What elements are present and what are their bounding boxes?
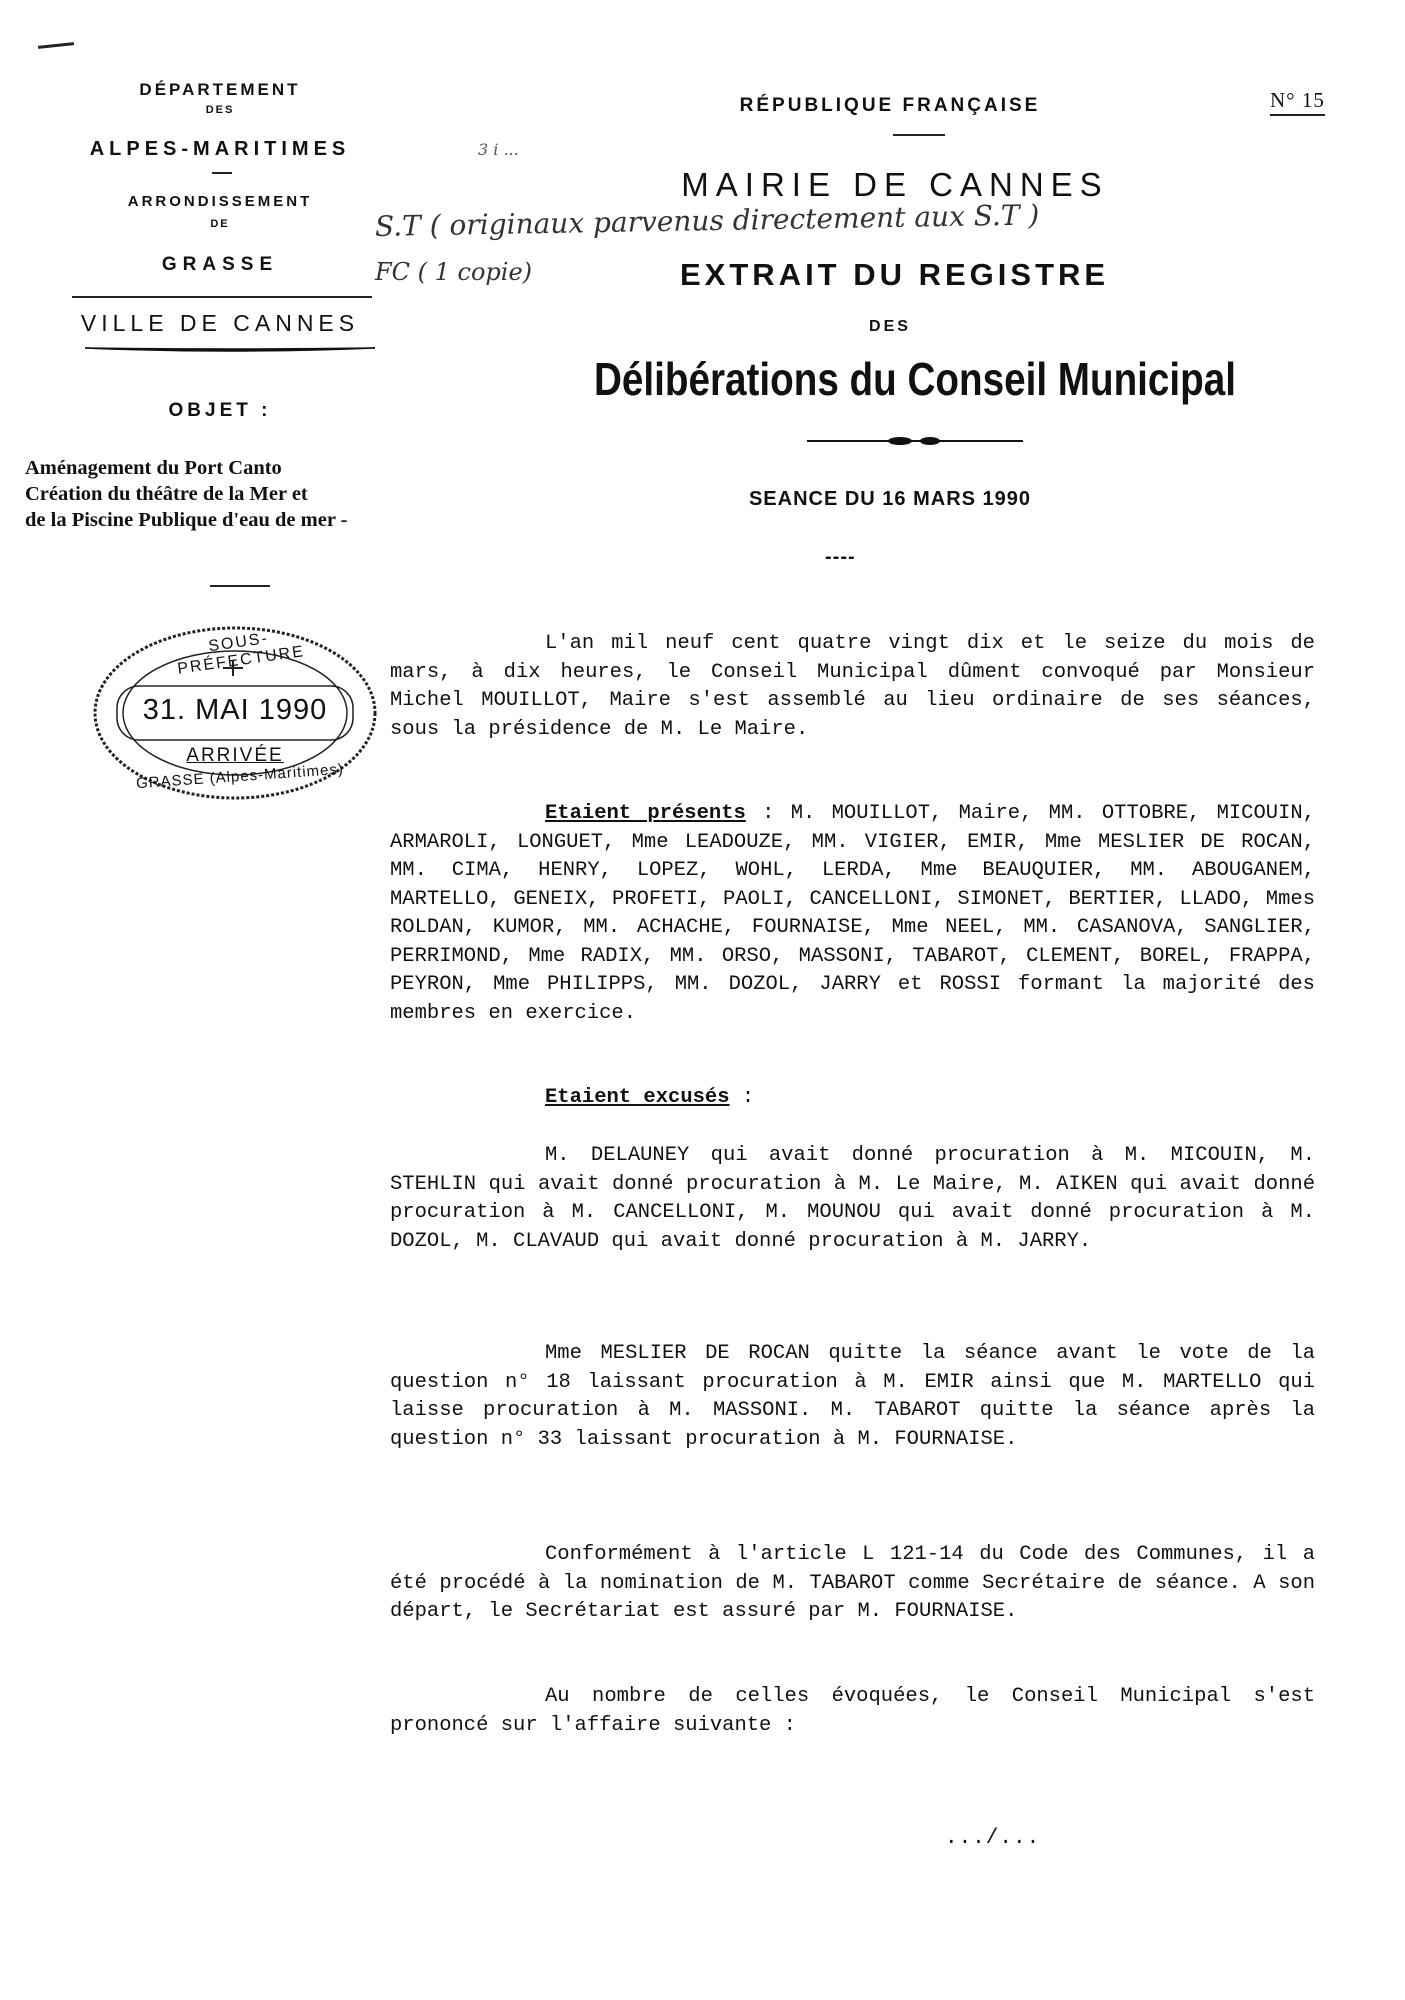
corner-mark: [38, 42, 74, 49]
divider: [210, 585, 270, 587]
divider: [212, 172, 232, 174]
stamp-bottom-text: GRASSE (Alpes-Maritimes): [135, 760, 345, 793]
closing-paragraph: [390, 1683, 1315, 1740]
intro-paragraph: [390, 630, 1315, 744]
deliberations-title: Délibérations du Conseil Municipal: [594, 353, 1236, 405]
objet-label: OBJET :: [168, 400, 272, 421]
handwritten-scribble: 3 i ...: [478, 140, 519, 159]
handwritten-note: S.T ( originaux parvenus directement aux S.T ): [374, 198, 1040, 243]
continuation-mark: .../...: [945, 1827, 1041, 1850]
extrait-title: EXTRAIT DU REGISTRE: [680, 257, 1110, 292]
excuses-label: Etaient excusés: [545, 1086, 730, 1109]
objet-text: [25, 455, 485, 533]
ornament-flourish: [80, 340, 380, 358]
de-label: DE: [210, 218, 230, 230]
handwritten-note: FC ( 1 copie): [375, 258, 533, 286]
secretary-paragraph: [390, 1541, 1315, 1627]
presents-label: Etaient présents: [545, 802, 746, 825]
presents-paragraph: [390, 800, 1315, 1028]
des-label: DES: [205, 104, 235, 116]
des-label: DES: [869, 318, 911, 335]
ornament-flourish: [805, 434, 1025, 448]
region-label: ALPES-MARITIMES: [89, 138, 351, 160]
departures-paragraph: [390, 1340, 1315, 1454]
excuses-colon: :: [729, 1086, 755, 1109]
stamp-top-text: SOUS-PRÉFECTURE: [176, 629, 306, 678]
excuses-paragraph: [390, 1142, 1315, 1256]
town-label: GRASSE: [161, 254, 279, 275]
excuses-text: M. DELAUNEY qui avait donné procuration à M. MICOUIN, M. STEHLIN qui avait donné procuration à M. Le Maire, M. AIKEN qui avait donné procuration à M. CANCELLONI, M. MOUNOU qui avait donné procuration à M. DOZOL, M. CLAVAUD qui avait donné procuration à M. JARRY.: [390, 1144, 1315, 1253]
departures-text: Mme MESLIER DE ROCAN quitte la séance avant le vote de la question n° 18 laissant procuration à M. EMIR ainsi que M. MARTELLO qui laisse procuration à M. MASSONI. M. TABAROT quitte la séance après la question n° 33 laissant procuration à M. FOURNAISE.: [390, 1342, 1315, 1451]
divider: [72, 296, 372, 298]
seance-date: SEANCE DU 16 MARS 1990: [748, 488, 1032, 510]
stamp-date: 31. MAI 1990: [142, 694, 328, 726]
document-number: N° 15: [1270, 88, 1325, 116]
city-label: VILLE DE CANNES: [80, 310, 360, 336]
presents-text: : M. MOUILLOT, Maire, MM. OTTOBRE, MICOUIN, ARMAROLI, LONGUET, Mme LEADOUZE, MM. VIGIER, EMIR, Mme MESLIER DE ROCAN, MM. CIMA, HENRY, LOPEZ, WOHL, LERDA, Mme BEAUQUIER, MM. ABOUGANEM, MARTELLO, GENEIX, PROFETI, PAOLI, CANCELLONI, SIMONET, BERTIER, LLADO, Mmes ROLDAN, KUMOR, MM. ACHACHE, FOURNAISE, Mme NEEL, MM. CASANOVA, SANGLIER, PERRIMOND, Mme RADIX, MM. ORSO, MASSONI, TABAROT, CLEMENT, BOREL, FRAPPA, PEYRON, Mme PHILIPPS, MM. DOZOL, JARRY et ROSSI formant la majorité des membres en exercice.: [390, 802, 1315, 1025]
stamp-middle-text: ARRIVÉE: [186, 745, 284, 766]
arrondissement-label: ARRONDISSEMENT: [127, 193, 313, 210]
mairie-title: MAIRIE DE CANNES: [681, 166, 1109, 203]
intro-text: L'an mil neuf cent quatre vingt dix et le seize du mois de mars, à dix heures, le Conseil Municipal dûment convoqué par Monsieur Michel MOUILLOT, Maire s'est assemblé au lieu ordinaire de ses séances, sous la présidence de M. Le Maire.: [390, 632, 1315, 741]
seance-dash: ----: [825, 546, 856, 568]
republic-label: RÉPUBLIQUE FRANÇAISE: [739, 95, 1041, 116]
divider: [893, 134, 945, 136]
objet-line: Aménagement du Port Canto: [25, 457, 282, 479]
objet-line: de la Piscine Publique d'eau de mer -: [25, 509, 348, 531]
secretary-text: Conformément à l'article L 121-14 du Code des Communes, il a été procédé à la nomination de M. TABAROT comme Secrétaire de séance. A son départ, le Secrétariat est assuré par M. FOURNAISE.: [390, 1543, 1315, 1623]
objet-line: Création du théâtre de la Mer et: [25, 483, 308, 505]
department-label: DÉPARTEMENT: [139, 80, 301, 99]
closing-text: Au nombre de celles évoquées, le Conseil Municipal s'est prononcé sur l'affaire suivante :: [390, 1685, 1315, 1737]
excuses-heading: [390, 1084, 1315, 1113]
prefecture-stamp: [85, 620, 395, 810]
